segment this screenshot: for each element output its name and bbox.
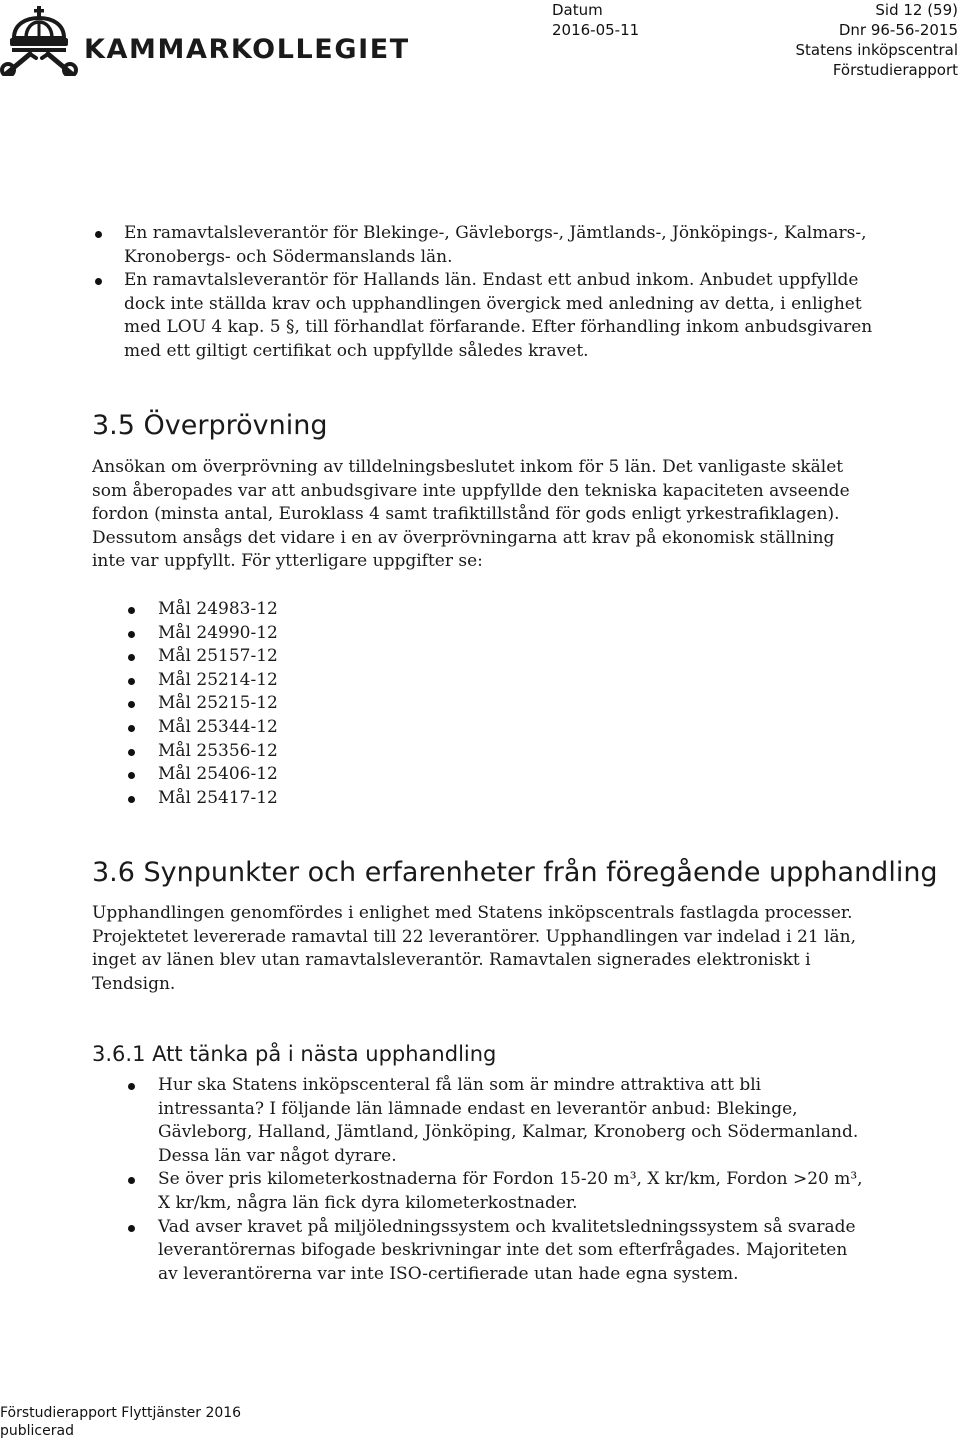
list-item-text: Vad avser kravet på miljöledningssystem och kvalitetsledningssystem så svarade leverantörernas bifogade beskrivningar inte det som efterfrågades. Majoriteten av leverantörerna var inte ISO-certifierade utan hade egna system. [158,1216,856,1284]
section-3-6-paragraph [92,902,862,996]
paragraph-text: Ansökan om överprövning av tilldelningsbeslutet inkom för 5 län. Det vanligaste skälet som åberopades var att anbudsgivare inte uppfyllde den tekniska kapaciteten avseende fordon (minsta antal, Euroklass 4 samt trafiktillstånd för gods enligt yrkestrafiklagen). Dessutom ansågs det vidare i en av överprövningarna att krav på ekonomisk ställning inte var uppfyllt. För ytterligare uppgifter se: [92,457,850,572]
list-item-text: Se över pris kilometerkostnaderna för Fordon 15-20 m³, X kr/km, Fordon >20 m³, X kr/km, några län fick dyra kilometerkostnader. [158,1169,863,1213]
case-number: Mål 25406-12 [158,764,278,785]
logo-text: KAMMARKOLLEGIET [84,34,410,65]
list-item [158,716,558,740]
kammarkollegiet-logo [0,4,410,74]
section-3-5-paragraph [92,456,870,574]
case-list [158,598,558,810]
list-item [124,222,874,269]
case-number: Mål 25417-12 [158,787,278,808]
case-number: Mål 25215-12 [158,693,278,714]
list-item [158,622,558,646]
list-item [158,1168,870,1215]
list-item-text: En ramavtalsleverantör för Blekinge-, Gävleborgs-, Jämtlands-, Jönköpings-, Kalmars-, Kronobergs- och Södermanslands län. [124,223,867,267]
case-number: Mål 25356-12 [158,740,278,761]
diary-number: Dnr 96-56-2015 [838,21,958,39]
list-item [158,740,558,764]
page-number: Sid 12 (59) [875,1,958,19]
list-item [158,669,558,693]
footer-status: publicerad [0,1423,74,1439]
case-number: Mål 25157-12 [158,646,278,667]
list-item [158,1074,870,1168]
case-number: Mål 24990-12 [158,622,278,643]
document-type: Förstudierapport [832,61,958,79]
list-item-text: Hur ska Statens inköpscenteral få län som är mindre attraktiva att bli intressanta? I följande län lämnade endast en leverantör anbud: Blekinge, Gävleborg, Halland, Jämtland, Jönköping, Kalmar, Kronoberg och Södermanland. Dessa län var något dyrare. [158,1075,859,1166]
case-number: Mål 24983-12 [158,599,278,619]
list-item [158,645,558,669]
considerations-list [158,1074,870,1286]
case-number: Mål 25344-12 [158,716,278,737]
paragraph-text: Upphandlingen genomfördes i enlighet med Statens inköpscentrals fastlagda processer. Projektetet levererade ramavtal till 22 leverantörer. Upphandlingen var indelad i 21 län, inget av länen blev utan ramavtalsleverantör. Ramavtalen signerades elektroniskt i Tendsign. [92,903,856,994]
list-item [158,692,558,716]
organization: Statens inköpscentral [795,41,958,59]
crown-icon [0,4,80,76]
list-item [158,1216,870,1287]
section-heading-3-6: 3.6 Synpunkter och erfarenheter från föregående upphandling [92,857,938,888]
case-number: Mål 25214-12 [158,669,278,690]
document-date: 2016-05-11 [552,21,640,39]
top-bullet-list [124,222,874,364]
list-item [124,269,874,363]
section-heading-3-5: 3.5 Överprövning [92,410,328,441]
list-item [158,763,558,787]
list-item-text: En ramavtalsleverantör för Hallands län. Endast ett anbud inkom. Anbudet uppfyllde dock inte ställda krav och upphandlingen övergick med anledning av detta, i enlighet med LOU 4 kap. 5 §, till förhandlat förfarande. Efter förhandling inkom anbudsgivaren med ett giltigt certifikat och uppfyllde således kravet. [124,270,873,361]
footer-title: Förstudierapport Flyttjänster 2016 [0,1405,242,1421]
section-heading-3-6-1: 3.6.1 Att tänka på i nästa upphandling [92,1042,497,1066]
datum-label: Datum [552,1,603,19]
list-item [158,598,558,622]
list-item [158,787,558,811]
